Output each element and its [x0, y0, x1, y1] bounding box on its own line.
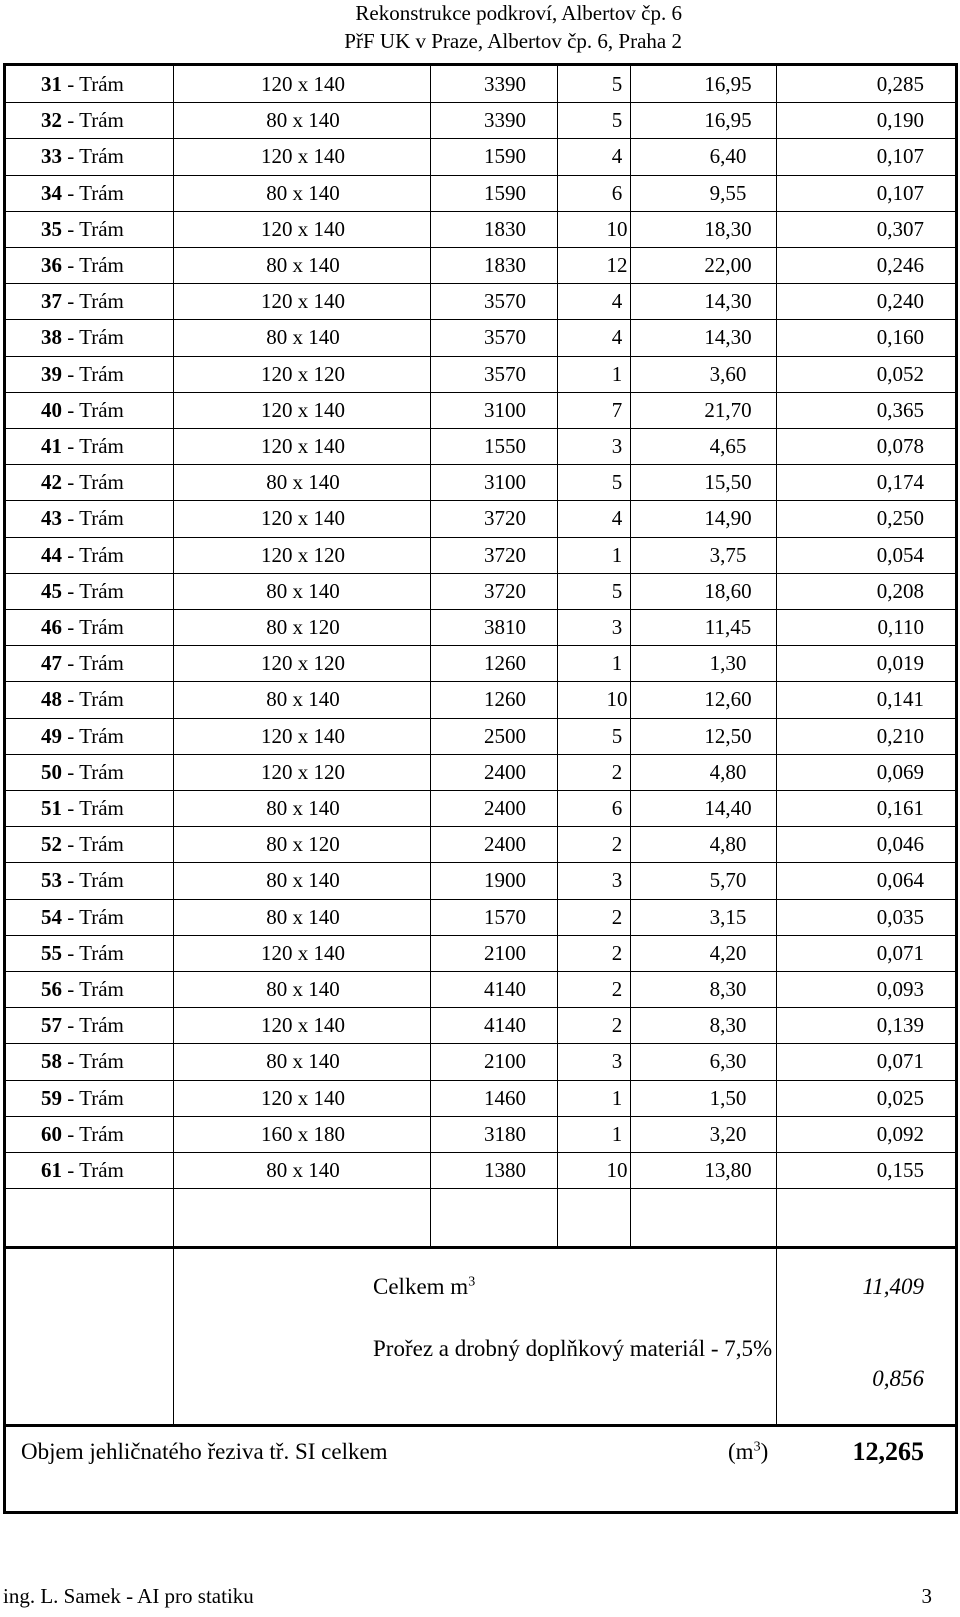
item-name: Trám [79, 940, 124, 965]
item-name: Trám [79, 1013, 124, 1038]
table-row [6, 356, 955, 393]
cell-length: 1830 [484, 253, 526, 277]
cell-count: 1 [611, 542, 623, 567]
cell-volume: 0,054 [876, 542, 924, 567]
final-total-label: Objem jehličnatého řeziva tř. SI celkem [21, 1439, 388, 1465]
cell-item: 58 - Trám [41, 1049, 124, 1074]
table-row [6, 790, 955, 827]
cell-total-length: 13,80 [704, 1158, 752, 1182]
table-row [6, 247, 955, 284]
cell-count: 12 [606, 253, 628, 277]
item-number: 53 [41, 868, 62, 893]
cell-item: 51 - Trám [41, 796, 124, 820]
item-name: Trám [79, 470, 124, 495]
cell-count: 1 [611, 651, 623, 676]
cell-count: 1 [611, 361, 623, 386]
cell-length: 1900 [484, 868, 526, 893]
cell-item: 47 - Trám [41, 651, 124, 676]
cell-volume: 0,078 [876, 434, 924, 458]
cell-volume: 0,307 [876, 216, 924, 241]
cell-total-length: 14,30 [704, 289, 752, 314]
cell-item: 54 - Trám [41, 904, 124, 929]
cell-total-length: 9,55 [709, 180, 747, 205]
cell-dimensions: 120 x 120 [261, 759, 345, 784]
item-name: Trám [79, 325, 124, 350]
cell-volume: 0,155 [876, 1158, 924, 1182]
table-row [6, 211, 955, 248]
cell-item: 46 - Trám [41, 615, 124, 639]
cell-length: 2400 [484, 796, 526, 820]
cell-count: 3 [611, 1049, 623, 1074]
cell-count: 4 [611, 325, 623, 350]
total-label: Celkem $m^3$ [373, 1274, 476, 1300]
cell-dimensions: 80 x 140 [266, 253, 340, 277]
item-name: Trám [79, 832, 124, 857]
cell-volume: 0,071 [876, 940, 924, 965]
table-row [6, 283, 955, 320]
cell-count: 6 [611, 796, 623, 820]
cell-count: 5 [611, 723, 623, 748]
item-name: Trám [79, 180, 124, 205]
footer-author: ing. L. Samek - AI pro statiku [3, 1584, 254, 1608]
item-number: 38 [41, 325, 62, 350]
cell-length: 2500 [484, 723, 526, 748]
table-row [6, 935, 955, 972]
cell-item: 35 - Trám [41, 216, 124, 241]
cell-dimensions: 120 x 140 [261, 940, 345, 965]
item-name: Trám [79, 651, 124, 676]
cell-item: 61 - Trám [41, 1158, 124, 1182]
item-number: 60 [41, 1121, 62, 1146]
cell-volume: 0,246 [876, 253, 924, 277]
cell-item: 50 - Trám [41, 759, 124, 784]
cell-dimensions: 120 x 140 [261, 434, 345, 458]
item-number: 40 [41, 397, 62, 422]
cell-length: 4140 [484, 1013, 526, 1038]
cell-item: 38 - Trám [41, 325, 124, 350]
table-row [6, 66, 955, 103]
cell-dimensions: 80 x 140 [266, 904, 340, 929]
table-row [6, 102, 955, 139]
cell-length: 1570 [484, 904, 526, 929]
cell-item: 43 - Trám [41, 506, 124, 531]
cell-total-length: 8,30 [709, 977, 747, 1001]
cell-length: 1590 [484, 180, 526, 205]
column-divider [173, 1246, 174, 1424]
cell-volume: 0,161 [876, 796, 924, 820]
waste-value: 0,856 [872, 1366, 924, 1392]
cell-volume: 0,046 [876, 832, 924, 857]
item-name: Trám [79, 144, 124, 169]
table-row [6, 1043, 955, 1080]
cell-total-length: 3,75 [709, 542, 747, 567]
table-row [6, 138, 955, 175]
item-number: 34 [41, 180, 62, 205]
cell-item: 57 - Trám [41, 1013, 124, 1038]
cell-count: 1 [611, 1085, 623, 1110]
final-total-unit: $(m^3)$ [728, 1439, 769, 1465]
cell-item: 31 - Trám [41, 72, 124, 96]
cell-length: 2400 [484, 832, 526, 857]
cell-item: 44 - Trám [41, 542, 124, 567]
cell-total-length: 6,40 [709, 144, 747, 169]
cell-item: 34 - Trám [41, 180, 124, 205]
item-number: 47 [41, 651, 62, 676]
cell-volume: 0,285 [876, 72, 924, 96]
cell-total-length: 14,30 [704, 325, 752, 350]
cell-item: 33 - Trám [41, 144, 124, 169]
cell-volume: 0,107 [876, 144, 924, 169]
cell-item: 42 - Trám [41, 470, 124, 495]
table-row [6, 862, 955, 899]
table-row [6, 537, 955, 574]
table-row [6, 1007, 955, 1044]
final-top-border [6, 1424, 955, 1427]
final-total-value: 12,265 [852, 1437, 924, 1467]
cell-total-length: 1,30 [709, 651, 747, 676]
item-number: 35 [41, 216, 62, 241]
item-number: 37 [41, 289, 62, 314]
cell-total-length: 8,30 [709, 1013, 747, 1038]
item-number: 52 [41, 832, 62, 857]
table-row [6, 718, 955, 755]
table-row [6, 464, 955, 501]
cell-total-length: 6,30 [709, 1049, 747, 1074]
cell-total-length: 3,15 [709, 904, 747, 929]
cell-count: 5 [611, 578, 623, 603]
cell-count: 10 [606, 687, 628, 712]
cell-length: 3720 [484, 506, 526, 531]
table-row [6, 1116, 955, 1153]
cell-dimensions: 120 x 120 [261, 542, 345, 567]
cell-dimensions: 120 x 140 [261, 506, 345, 531]
cell-total-length: 16,95 [704, 108, 752, 133]
header-client-address: PřF UK v Praze, Albertov čp. 6, Praha 2 [344, 29, 682, 53]
cell-total-length: 18,60 [704, 578, 752, 603]
item-name: Trám [79, 578, 124, 603]
table-row [6, 826, 955, 863]
cell-length: 3390 [484, 108, 526, 133]
cell-total-length: 4,80 [709, 759, 747, 784]
item-name: Trám [79, 1121, 124, 1146]
cell-volume: 0,069 [876, 759, 924, 784]
cell-count: 2 [611, 977, 623, 1001]
cell-length: 1590 [484, 144, 526, 169]
cell-dimensions: 80 x 140 [266, 325, 340, 350]
table-row [6, 899, 955, 936]
item-number: 33 [41, 144, 62, 169]
table-row [6, 175, 955, 212]
cell-dimensions: 160 x 180 [261, 1121, 345, 1146]
header-project-title: Rekonstrukce podkroví, Albertov čp. 6 [355, 1, 682, 25]
cell-length: 1380 [484, 1158, 526, 1182]
cell-length: 3570 [484, 361, 526, 386]
table-row [6, 319, 955, 356]
row-divider [6, 1188, 955, 1189]
cell-length: 3570 [484, 325, 526, 350]
cell-volume: 0,093 [876, 977, 924, 1001]
item-name: Trám [79, 868, 124, 893]
cell-dimensions: 80 x 120 [266, 832, 340, 857]
cell-item: 49 - Trám [41, 723, 124, 748]
item-name: Trám [79, 1158, 124, 1182]
summary-top-border [6, 1246, 955, 1249]
item-name: Trám [79, 723, 124, 748]
cell-length: 3100 [484, 470, 526, 495]
cell-dimensions: 80 x 140 [266, 687, 340, 712]
item-number: 54 [41, 904, 62, 929]
item-name: Trám [79, 289, 124, 314]
cell-dimensions: 80 x 140 [266, 180, 340, 205]
cell-count: 1 [611, 1121, 623, 1146]
item-number: 39 [41, 361, 62, 386]
item-name: Trám [79, 796, 124, 820]
item-number: 41 [41, 434, 62, 458]
item-name: Trám [79, 542, 124, 567]
item-name: Trám [79, 977, 124, 1001]
cell-item: 40 - Trám [41, 397, 124, 422]
cell-total-length: 16,95 [704, 72, 752, 96]
item-number: 44 [41, 542, 62, 567]
cell-count: 6 [611, 180, 623, 205]
cell-total-length: 12,60 [704, 687, 752, 712]
table-row [6, 1080, 955, 1117]
cell-dimensions: 120 x 140 [261, 144, 345, 169]
cell-total-length: 22,00 [704, 253, 752, 277]
cell-volume: 0,141 [876, 687, 924, 712]
cell-volume: 0,210 [876, 723, 924, 748]
item-name: Trám [79, 397, 124, 422]
cell-dimensions: 120 x 120 [261, 361, 345, 386]
cell-total-length: 14,40 [704, 796, 752, 820]
cell-length: 1460 [484, 1085, 526, 1110]
footer-page-number: 3 [921, 1584, 932, 1608]
cell-total-length: 12,50 [704, 723, 752, 748]
cell-total-length: 1,50 [709, 1085, 747, 1110]
cell-volume: 0,025 [876, 1085, 924, 1110]
cell-item: 37 - Trám [41, 289, 124, 314]
cell-total-length: 5,70 [709, 868, 747, 893]
table-row [6, 971, 955, 1008]
item-number: 59 [41, 1085, 62, 1110]
cell-volume: 0,250 [876, 506, 924, 531]
cell-count: 4 [611, 144, 623, 169]
cell-volume: 0,064 [876, 868, 924, 893]
cell-count: 10 [606, 1158, 628, 1182]
item-number: 43 [41, 506, 62, 531]
item-number: 48 [41, 687, 62, 712]
cell-total-length: 14,90 [704, 506, 752, 531]
cell-dimensions: 80 x 140 [266, 108, 340, 133]
item-number: 50 [41, 759, 62, 784]
cell-total-length: 15,50 [704, 470, 752, 495]
item-name: Trám [79, 506, 124, 531]
cell-dimensions: 80 x 140 [266, 977, 340, 1001]
table-row [6, 392, 955, 429]
cell-count: 4 [611, 506, 623, 531]
cell-count: 3 [611, 615, 623, 639]
cell-item: 59 - Trám [41, 1085, 124, 1110]
cell-dimensions: 80 x 140 [266, 1158, 340, 1182]
item-number: 46 [41, 615, 62, 639]
cell-total-length: 4,20 [709, 940, 747, 965]
cell-count: 5 [611, 72, 623, 96]
cell-dimensions: 120 x 120 [261, 651, 345, 676]
cell-count: 3 [611, 434, 623, 458]
cell-dimensions: 120 x 140 [261, 289, 345, 314]
item-number: 45 [41, 578, 62, 603]
item-number: 31 [41, 72, 62, 96]
cell-total-length: 4,65 [709, 434, 747, 458]
cell-count: 2 [611, 940, 623, 965]
cell-item: 56 - Trám [41, 977, 124, 1001]
cell-count: 10 [606, 216, 628, 241]
cell-length: 3810 [484, 615, 526, 639]
item-name: Trám [79, 687, 124, 712]
cell-count: 5 [611, 108, 623, 133]
item-name: Trám [79, 361, 124, 386]
item-name: Trám [79, 72, 124, 96]
cell-dimensions: 120 x 140 [261, 72, 345, 96]
cell-length: 3720 [484, 542, 526, 567]
item-number: 32 [41, 108, 62, 133]
total-value: 11,409 [862, 1274, 924, 1300]
cell-total-length: 21,70 [704, 397, 752, 422]
cell-count: 2 [611, 904, 623, 929]
item-number: 61 [41, 1158, 62, 1182]
cell-item: 45 - Trám [41, 578, 124, 603]
cell-volume: 0,019 [876, 651, 924, 676]
cell-item: 52 - Trám [41, 832, 124, 857]
cell-dimensions: 120 x 140 [261, 1085, 345, 1110]
cell-volume: 0,107 [876, 180, 924, 205]
cell-volume: 0,240 [876, 289, 924, 314]
cell-count: 2 [611, 759, 623, 784]
cell-count: 5 [611, 470, 623, 495]
cell-total-length: 18,30 [704, 216, 752, 241]
waste-label: Prořez a drobný doplňkový materiál - 7,5% [373, 1336, 773, 1362]
cell-item: 60 - Trám [41, 1121, 124, 1146]
cell-item: 36 - Trám [41, 253, 124, 277]
item-number: 55 [41, 940, 62, 965]
cell-volume: 0,190 [876, 108, 924, 133]
cell-length: 1260 [484, 687, 526, 712]
cell-volume: 0,110 [877, 615, 924, 639]
cell-volume: 0,071 [876, 1049, 924, 1074]
cell-count: 3 [611, 868, 623, 893]
cell-item: 32 - Trám [41, 108, 124, 133]
cell-volume: 0,174 [876, 470, 924, 495]
cell-length: 3720 [484, 578, 526, 603]
cell-count: 4 [611, 289, 623, 314]
cell-dimensions: 80 x 120 [266, 615, 340, 639]
item-name: Trám [79, 216, 124, 241]
cell-item: 55 - Trám [41, 940, 124, 965]
cell-volume: 0,052 [876, 361, 924, 386]
item-number: 49 [41, 723, 62, 748]
cell-item: 48 - Trám [41, 687, 124, 712]
item-number: 51 [41, 796, 62, 820]
cell-length: 2100 [484, 940, 526, 965]
table-row [6, 500, 955, 537]
item-name: Trám [79, 1049, 124, 1074]
cell-dimensions: 80 x 140 [266, 796, 340, 820]
table-row [6, 428, 955, 465]
cell-dimensions: 80 x 140 [266, 1049, 340, 1074]
cell-total-length: 3,60 [709, 361, 747, 386]
cell-dimensions: 80 x 140 [266, 578, 340, 603]
timber-table [3, 63, 958, 1514]
cell-length: 3180 [484, 1121, 526, 1146]
cell-volume: 0,208 [876, 578, 924, 603]
cell-dimensions: 120 x 140 [261, 216, 345, 241]
item-name: Trám [79, 434, 124, 458]
cell-dimensions: 80 x 140 [266, 470, 340, 495]
cell-volume: 0,035 [876, 904, 924, 929]
cell-length: 1260 [484, 651, 526, 676]
cell-dimensions: 120 x 140 [261, 1013, 345, 1038]
cell-length: 1550 [484, 434, 526, 458]
cell-item: 53 - Trám [41, 868, 124, 893]
item-number: 56 [41, 977, 62, 1001]
item-name: Trám [79, 904, 124, 929]
cell-total-length: 3,20 [709, 1121, 747, 1146]
item-number: 42 [41, 470, 62, 495]
cell-dimensions: 120 x 140 [261, 723, 345, 748]
cell-length: 3100 [484, 397, 526, 422]
cell-count: 7 [611, 397, 623, 422]
cell-total-length: 4,80 [709, 832, 747, 857]
item-name: Trám [79, 108, 124, 133]
item-number: 58 [41, 1049, 62, 1074]
cell-length: 2100 [484, 1049, 526, 1074]
cell-volume: 0,139 [876, 1013, 924, 1038]
table-row [6, 754, 955, 791]
item-number: 57 [41, 1013, 62, 1038]
cell-volume: 0,160 [876, 325, 924, 350]
cell-length: 4140 [484, 977, 526, 1001]
item-name: Trám [79, 615, 124, 639]
cell-length: 2400 [484, 759, 526, 784]
cell-item: 39 - Trám [41, 361, 124, 386]
table-row [6, 573, 955, 610]
cell-volume: 0,365 [876, 397, 924, 422]
cell-count: 2 [611, 832, 623, 857]
cell-dimensions: 120 x 140 [261, 397, 345, 422]
item-name: Trám [79, 253, 124, 277]
cell-length: 3570 [484, 289, 526, 314]
table-row [6, 1152, 955, 1189]
cell-length: 1830 [484, 216, 526, 241]
cell-item: 41 - Trám [41, 434, 124, 458]
cell-volume: 0,092 [876, 1121, 924, 1146]
cell-count: 2 [611, 1013, 623, 1038]
cell-total-length: 11,45 [704, 615, 752, 639]
table-row [6, 645, 955, 682]
item-number: 36 [41, 253, 62, 277]
item-name: Trám [79, 759, 124, 784]
table-row [6, 681, 955, 718]
cell-length: 3390 [484, 72, 526, 96]
item-name: Trám [79, 1085, 124, 1110]
table-row [6, 609, 955, 646]
cell-dimensions: 80 x 140 [266, 868, 340, 893]
